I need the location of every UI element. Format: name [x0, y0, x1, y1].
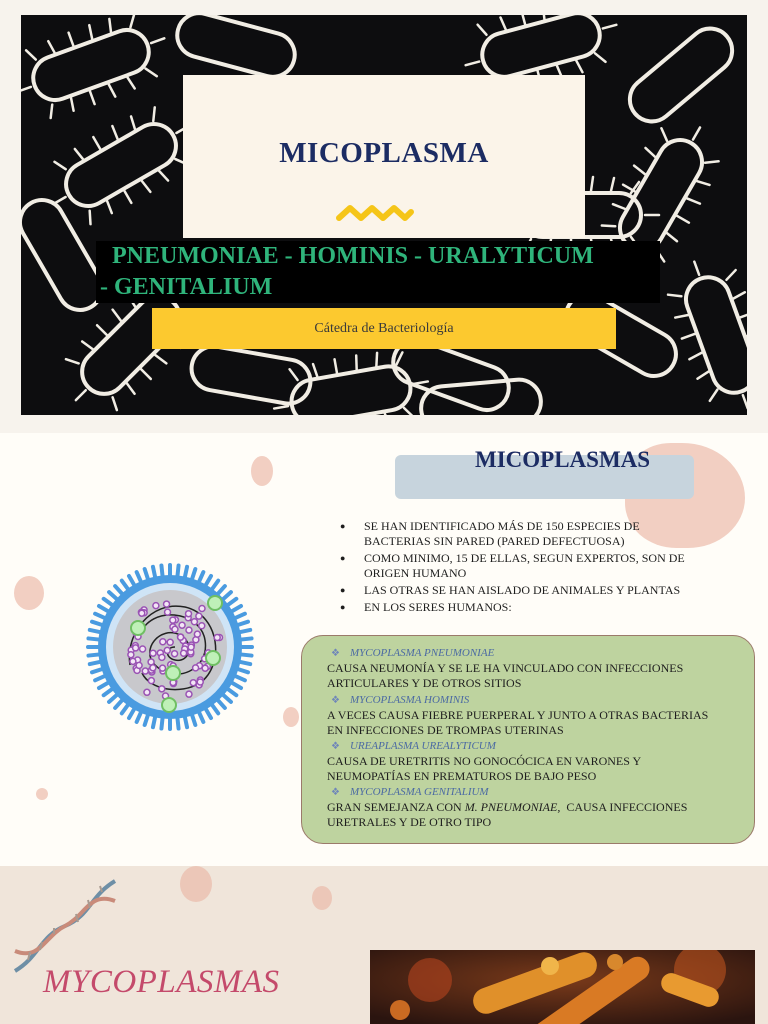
- species-name: MYCOPLASMA PNEUMONIAE: [349, 647, 495, 659]
- desc-text: GRAN SEMEJANZA CON: [327, 800, 465, 814]
- slide3-title: MYCOPLASMAS: [43, 964, 280, 1000]
- bacteria-photo: [370, 950, 755, 1024]
- bullet-item: ● COMO MINIMO, 15 DE ELLAS, SEGUN EXPERTOS, SON DE ORIGEN HUMANO: [340, 551, 700, 581]
- dna-helix-icon: [10, 876, 120, 976]
- subtitle-line-2: - GENITALIUM: [100, 274, 273, 300]
- chair-banner: [152, 308, 616, 349]
- diamond-bullet-icon: ❖: [331, 741, 340, 752]
- decor-blob: [14, 576, 44, 610]
- bacteria-photo-illustration: [370, 950, 755, 1024]
- slide-mycoplasmas: [0, 866, 768, 1024]
- species-name: MYCOPLASMA GENITALIUM: [349, 786, 489, 798]
- decor-blob: [283, 707, 299, 727]
- species-description: [327, 800, 727, 830]
- species-heading: [327, 693, 727, 708]
- decor-blob: [36, 788, 48, 800]
- chair-label: Cátedra de Bacteriología: [314, 320, 454, 336]
- species-heading: [327, 646, 727, 661]
- decor-blob: [251, 456, 273, 486]
- zigzag-decoration-icon: [335, 200, 415, 226]
- bullet-list: [340, 519, 700, 617]
- species-heading: [327, 739, 727, 754]
- species-subtitle: [96, 241, 660, 303]
- diamond-bullet-icon: ❖: [331, 787, 340, 798]
- desc-text: CAUSA INFECCIONES URETRALES Y DE OTRO TIPO: [327, 800, 691, 829]
- slide-title-text: MICOPLASMA: [279, 137, 489, 169]
- mycoplasma-cell-illustration: [80, 555, 260, 740]
- species-description: A VECES CAUSA FIEBRE PUERPERAL Y JUNTO A OTRAS BACTERIAS EN INFECCIONES DE TROMPAS UTERINAS: [327, 708, 709, 737]
- decor-blob: [312, 886, 332, 910]
- species-name: MYCOPLASMA HOMINIS: [349, 694, 470, 706]
- species-name: UREAPLASMA UREALYTICUM: [349, 740, 496, 752]
- species-info-box: [301, 635, 755, 844]
- species-description: CAUSA NEUMONÍA Y SE LE HA VINCULADO CON INFECCIONES ARTICULARES Y DE OTROS SITIOS: [327, 661, 684, 690]
- subtitle-line-1: PNEUMONIAE - HOMINIS - URALYTICUM: [100, 243, 594, 269]
- species-heading: [327, 785, 727, 800]
- slide-title: [0, 0, 768, 433]
- desc-italic-text: M. PNEUMONIAE,: [464, 800, 561, 814]
- bullet-item: ● LAS OTRAS SE HAN AISLADO DE ANIMALES Y PLANTAS: [340, 583, 700, 598]
- diamond-bullet-icon: ❖: [331, 695, 340, 706]
- species-description: CAUSA DE URETRITIS NO GONOCÓCICA EN VARONES Y NEUMOPATÍAS EN PREMATUROS DE BAJO PESO: [327, 754, 641, 783]
- diamond-bullet-icon: ❖: [331, 648, 340, 659]
- decor-blob: [180, 866, 212, 902]
- bullet-item: ● SE HAN IDENTIFICADO MÁS DE 150 ESPECIES DE BACTERIAS SIN PARED (PARED DEFECTUOSA): [340, 519, 700, 549]
- bullet-item: ● EN LOS SERES HUMANOS:: [340, 600, 700, 615]
- slide-heading: MICOPLASMAS: [475, 447, 651, 472]
